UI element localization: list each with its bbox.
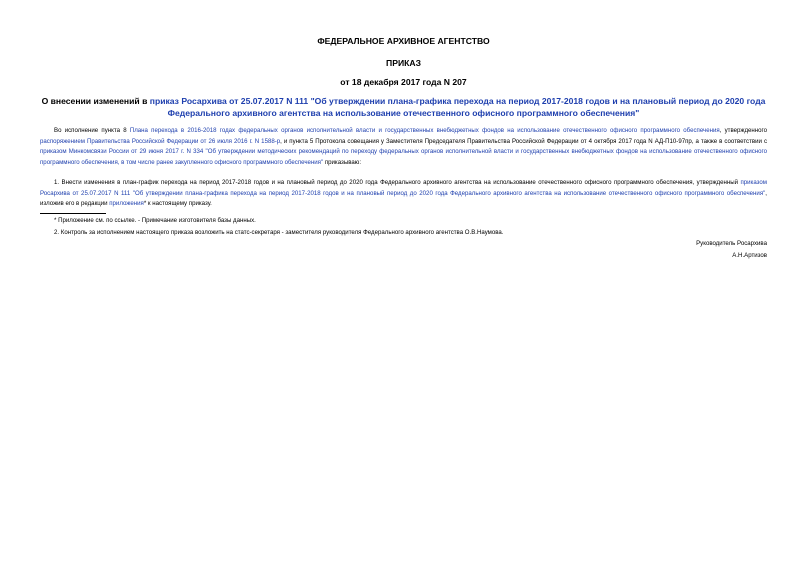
mincomsvyaz-order-link[interactable]: приказом Минкомсвязи России от 29 июня 2017 г. N 334 "Об утверждении методических рекомендаций по переходу федеральных органов исполнительной власти и государственных внебюджетных фондов на использование отечественного офисного программного обеспечения, в том числе ранее закупленного офисного программного обеспечения": [40, 148, 767, 166]
paragraph-item-2: 2. Контроль за исполнением настоящего приказа возложить на статс-секретаря - заместителя руководителя Федерального архивного агентства О.В.Наумова.: [54, 229, 504, 236]
signature-name: А.Н.Артизов: [732, 252, 767, 259]
agency-heading: ФЕДЕРАЛЬНОЕ АРХИВНОЕ АГЕНТСТВО: [317, 36, 490, 46]
item1-text-1: 1. Внести изменения в план-график перехода на период 2017-2018 годов и на плановый период до 2020 года Федерального архивного агентства на использование отечественного офисного программного обеспечения, утвержденный: [54, 179, 741, 186]
preamble-text-4: приказываю:: [323, 158, 362, 166]
preamble-text-3: , и пункта 5 Протокола совещания у Заместителя Председателя Правительства Российской Федерации от 4 октября 2017 года N АД-П10-97пр, а также в соответствии с: [280, 137, 768, 145]
title-prefix: О внесении изменений в: [41, 96, 150, 106]
document-title: [40, 95, 767, 119]
paragraph-item-1: [40, 178, 767, 210]
plan-link[interactable]: Плана перехода в 2016-2018 годах федеральных органов исполнительной власти и государственных внебюджетных фондов на использование отечественного офисного программного обеспечения: [129, 127, 720, 134]
appendix-link[interactable]: приложения: [109, 200, 144, 207]
item1-text-2: , изложив его в редакции: [40, 189, 767, 207]
preamble-text-1: Во исполнение пункта 8: [54, 127, 130, 134]
paragraph-preamble: [40, 126, 767, 168]
signature-position: Руководитель Росархива: [696, 240, 767, 247]
footnote-divider: [40, 213, 106, 214]
title-order-link[interactable]: приказ Росархива от 25.07.2017 N 111 "Об утверждении плана-графика перехода на период 2017-2018 годов и на плановый период до 2020 года Федерального архивного агентства на использование отечественного офисного программного обеспечения": [149, 96, 766, 118]
rosarchiv-order-link[interactable]: приказом Росархива от 25.07.2017 N 111 "Об утверждении плана-графика перехода на период 2017-2018 годов и на плановый период до 2020 года Федерального архивного агентства на использование отечественного офисного программного обеспечения": [40, 179, 767, 197]
order-date-heading: от 18 декабря 2017 года N 207: [340, 77, 467, 87]
order-type-heading: ПРИКАЗ: [386, 58, 421, 68]
item1-text-3: * к настоящему приказу.: [143, 200, 212, 207]
government-order-link[interactable]: распоряжением Правительства Российской Федерации от 26 июля 2016 г. N 1588-р: [40, 137, 281, 145]
footnote: * Приложение см. по ссылке. - Примечание изготовителя базы данных.: [54, 217, 256, 224]
preamble-text-2: , утвержденного: [719, 127, 768, 134]
